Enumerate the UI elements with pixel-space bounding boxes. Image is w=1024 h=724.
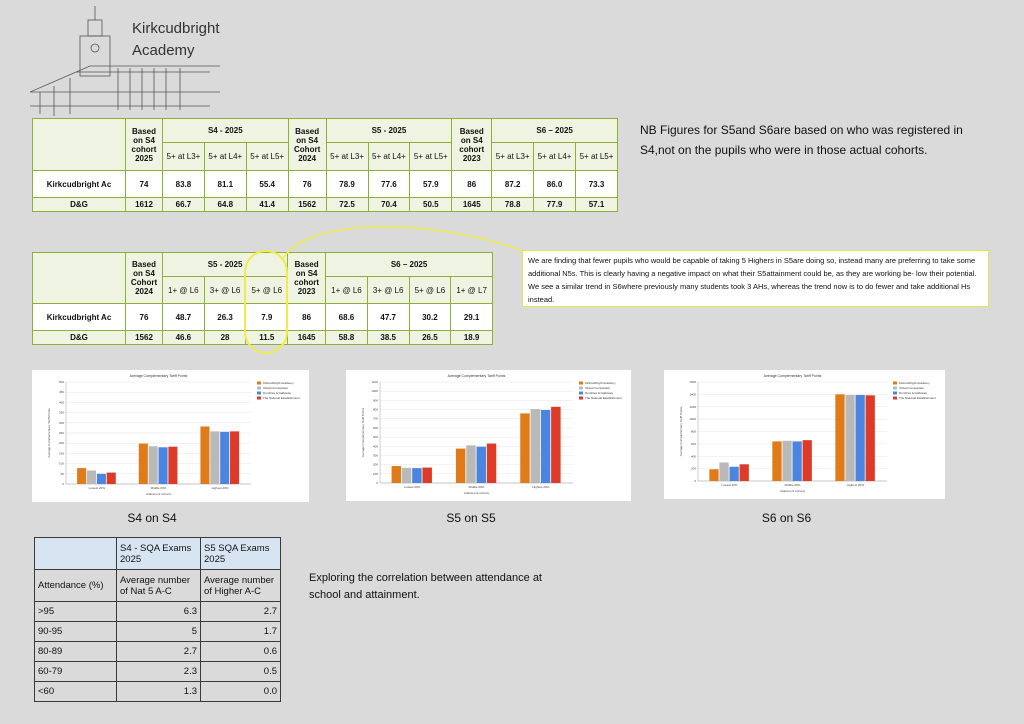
table-cell: 26.5 <box>409 331 451 345</box>
table-cell: 11.5 <box>246 331 288 345</box>
table-cell: 86.0 <box>534 171 576 198</box>
row-label: Kirkcudbright Ac <box>33 304 126 331</box>
higher-value: 1.7 <box>201 622 281 642</box>
nat5-value: 1.3 <box>117 682 201 702</box>
y-tick-label: 200 <box>372 462 378 467</box>
legend-swatch <box>257 387 261 390</box>
legend-swatch <box>579 392 583 395</box>
table-cell: 18.9 <box>451 331 493 345</box>
bar <box>803 440 812 481</box>
sub-header: 5+ at L5+ <box>246 143 288 171</box>
table-cell: 77.9 <box>534 198 576 212</box>
legend-swatch <box>893 382 897 385</box>
table-cell: 48.7 <box>163 304 205 331</box>
y-tick-label: 1000 <box>371 389 378 394</box>
bar <box>719 462 728 481</box>
bar <box>835 394 844 481</box>
legend-label: Kirkcudbright Academy <box>263 381 294 385</box>
bar <box>412 468 421 483</box>
y-tick-label: 500 <box>58 380 64 384</box>
bar <box>487 444 496 483</box>
chart-caption: S4 on S4 <box>127 511 177 525</box>
bar <box>168 447 177 484</box>
x-tick-label: Highest 20% <box>211 486 229 490</box>
table-cell: 41.4 <box>246 198 288 212</box>
y-tick-label: 400 <box>690 454 696 459</box>
chart-title: Average Complementary Tariff Points <box>763 374 822 378</box>
header-based-2023: Based on S4 cohort 2023 <box>288 253 326 304</box>
table-cell: 30.2 <box>409 304 451 331</box>
bar <box>77 468 86 484</box>
chart-caption: S5 on S5 <box>446 511 496 525</box>
sub-header: 5+ at L5+ <box>576 143 618 171</box>
y-tick-label: 400 <box>58 400 64 405</box>
sub-header: 5+ at L4+ <box>368 143 410 171</box>
y-tick-label: 100 <box>372 471 378 476</box>
bar <box>159 447 168 484</box>
legend-swatch <box>257 397 261 400</box>
corner-cell <box>33 119 126 171</box>
bar <box>97 474 106 484</box>
y-tick-label: 100 <box>58 461 64 466</box>
table-cell: 28 <box>204 331 246 345</box>
legend-swatch <box>893 392 897 395</box>
header-nat5: Average number of Nat 5 A-C <box>117 570 201 602</box>
bar <box>541 410 550 483</box>
table-cell: 78.9 <box>326 171 368 198</box>
y-tick-label: 800 <box>372 407 378 412</box>
chart-title: Average Complementary Tariff Points <box>129 374 188 378</box>
y-tick-label: 600 <box>372 425 378 430</box>
header-based-2023: Based on S4 cohort 2023 <box>452 119 492 171</box>
legend-label: The National Establishment <box>263 396 300 400</box>
bar <box>200 426 209 484</box>
chart-s5-on-s5 <box>346 370 631 501</box>
y-tick-label: 450 <box>58 390 64 395</box>
sub-header: 5+ at L4+ <box>534 143 576 171</box>
bar <box>845 395 854 481</box>
bar <box>139 444 148 484</box>
x-tick-label: Middle 60% <box>150 486 167 490</box>
bar <box>477 447 486 483</box>
sub-header: 1+ @ L6 <box>326 277 368 304</box>
table-cell: 58.8 <box>326 331 368 345</box>
sub-header: 5+ @ L6 <box>409 277 451 304</box>
x-tick-label: Lowest 20% <box>403 485 421 489</box>
y-axis-label: Average Complementary Tariff Points <box>679 406 683 457</box>
bar <box>392 466 401 483</box>
x-axis-label: Attainment cohorts <box>463 491 490 495</box>
table-cell: 72.5 <box>326 198 368 212</box>
header-attendance: Attendance (%) <box>35 570 117 602</box>
higher-value: 0.6 <box>201 642 281 662</box>
bar <box>466 445 475 483</box>
legend-label: Virtual Comparator <box>585 386 611 390</box>
legend-swatch <box>257 382 261 385</box>
legend-label: The National Establishment <box>899 396 936 400</box>
attendance-band: 80-89 <box>35 642 117 662</box>
legend-label: Dumfries & Galloway <box>899 391 928 395</box>
table-cell: 76 <box>126 304 163 331</box>
chart-s4-on-s4 <box>32 370 309 502</box>
table-cell: 76 <box>288 171 326 198</box>
table-cell: 1645 <box>452 198 492 212</box>
sub-header: 5+ at L3+ <box>326 143 368 171</box>
table-cell: 83.8 <box>163 171 205 198</box>
row-label: D&G <box>33 198 126 212</box>
table-cell: 1562 <box>126 331 163 345</box>
nat5-value: 2.3 <box>117 662 201 682</box>
bar <box>730 467 739 481</box>
higher-value: 2.7 <box>201 602 281 622</box>
attendance-band: 60-79 <box>35 662 117 682</box>
table-cell: 57.1 <box>576 198 618 212</box>
sub-header: 5+ @ L6 <box>246 277 288 304</box>
bar <box>772 441 781 481</box>
y-tick-label: 1400 <box>689 392 696 397</box>
sub-header: 5+ at L3+ <box>163 143 205 171</box>
table-cell: 38.5 <box>367 331 409 345</box>
school-name-line1: Kirkcudbright <box>132 20 220 37</box>
y-tick-label: 350 <box>58 410 64 415</box>
sub-header: 5+ at L4+ <box>204 143 246 171</box>
table-cell: 1562 <box>288 198 326 212</box>
legend-label: Kirkcudbright Academy <box>585 381 616 385</box>
table-cell: 57.9 <box>410 171 452 198</box>
higher-value: 0.0 <box>201 682 281 702</box>
sub-header: 1+ @ L6 <box>163 277 205 304</box>
y-tick-label: 1200 <box>689 404 696 409</box>
school-name-line2: Academy <box>132 42 195 59</box>
x-tick-label: Middle 60% <box>468 485 485 489</box>
x-tick-label: Highest 20% <box>532 485 550 489</box>
header-based-2024: Based on S4 Cohort 2024 <box>288 119 326 171</box>
header-based-2025: Based on S4 cohort 2025 <box>126 119 163 171</box>
attendance-table-wrap <box>34 537 281 702</box>
highlight-ellipse <box>244 250 288 354</box>
bar <box>709 469 718 481</box>
attendance-table <box>34 537 281 702</box>
bar <box>740 464 749 481</box>
table-cell: 47.7 <box>367 304 409 331</box>
x-tick-label: Lowest 20% <box>721 483 738 487</box>
highers-note-box: We are finding that fewer pupils who would be capable of taking 5 Highers in S5are doing so, instead many are preferring to take some additional N5s. This is clearly having a negative impact on what their S5attainment could be, as they are working be- low their potential. We see a similar trend in S6where previously many students took 3 AHs, whereas the trend now is to do fewer and take additional Hs instead. <box>522 250 989 307</box>
sub-header: 3+ @ L6 <box>367 277 409 304</box>
chart-title: Average Complementary Tariff Points <box>447 374 506 378</box>
y-tick-label: 800 <box>690 429 696 434</box>
table-cell: 1645 <box>288 331 326 345</box>
header-s4-2025: S4 - 2025 <box>163 119 289 143</box>
sub-header: 5+ at L3+ <box>492 143 534 171</box>
table-cell: 77.6 <box>368 171 410 198</box>
table-cell: 78.8 <box>492 198 534 212</box>
table-cell: 86 <box>288 304 326 331</box>
header-higher: Average number of Higher A-C <box>201 570 281 602</box>
y-axis-label: Average Complementary Tariff Points <box>47 408 51 458</box>
legend-swatch <box>579 387 583 390</box>
bar <box>402 468 411 483</box>
legend-label: Virtual Comparator <box>263 386 289 390</box>
table-cell: 46.6 <box>163 331 205 345</box>
bar <box>531 409 540 483</box>
attendance-note: Exploring the correlation between attendance at school and attainment. <box>309 572 542 601</box>
header-s4-exams: S4 - SQA Exams 2025 <box>117 538 201 570</box>
bar <box>87 471 96 484</box>
bar <box>422 468 431 483</box>
sub-header: 3+ @ L6 <box>204 277 246 304</box>
header-s5-2025: S5 - 2025 <box>163 253 288 277</box>
bar <box>520 413 529 483</box>
y-tick-label: 0 <box>376 481 378 485</box>
nat5-value: 6.3 <box>117 602 201 622</box>
row-label: D&G <box>33 331 126 345</box>
bar <box>793 441 802 481</box>
y-tick-label: 700 <box>372 416 378 421</box>
legend-swatch <box>579 382 583 385</box>
table-cell: 50.5 <box>410 198 452 212</box>
table-cell: 1612 <box>126 198 163 212</box>
bar <box>551 407 560 483</box>
table-cell: 73.3 <box>576 171 618 198</box>
table-cell: 55.4 <box>246 171 288 198</box>
table-cell: 64.8 <box>204 198 246 212</box>
corner-cell <box>33 253 126 304</box>
y-tick-label: 1600 <box>689 380 696 384</box>
y-tick-label: 200 <box>690 466 696 471</box>
bar <box>210 431 219 484</box>
table-cell: 81.1 <box>204 171 246 198</box>
nb-note: NB Figures for S5and S6are based on who was registered in S4,not on the pupils who were in those actual cohorts. <box>640 123 963 157</box>
table-cell: 86 <box>452 171 492 198</box>
row-label: Kirkcudbright Ac <box>33 171 126 198</box>
x-tick-label: Lowest 20% <box>88 486 106 490</box>
bar <box>230 431 239 484</box>
header-s6-2025: S6 – 2025 <box>326 253 493 277</box>
bar <box>456 449 465 483</box>
y-tick-label: 900 <box>372 398 378 403</box>
y-axis-label: Average Complementary Tariff Points <box>361 407 365 458</box>
chart-s6-on-s6 <box>664 370 945 499</box>
table-cell: 7.9 <box>246 304 288 331</box>
attendance-band: 90-95 <box>35 622 117 642</box>
x-tick-label: Middle 60% <box>784 483 801 487</box>
y-tick-label: 0 <box>62 482 64 486</box>
legend-label: Dumfries & Galloway <box>263 391 292 395</box>
table-cell: 74 <box>126 171 163 198</box>
table-cell: 26.3 <box>204 304 246 331</box>
bar <box>782 441 791 481</box>
x-axis-label: Attainment cohorts <box>779 489 806 493</box>
school-name <box>132 18 220 62</box>
legend-swatch <box>257 392 261 395</box>
y-tick-label: 300 <box>372 453 378 458</box>
table-cell: 87.2 <box>492 171 534 198</box>
attendance-band: >95 <box>35 602 117 622</box>
table-cell: 70.4 <box>368 198 410 212</box>
header-s5-exams: S5 SQA Exams 2025 <box>201 538 281 570</box>
y-tick-label: 200 <box>58 441 64 446</box>
attendance-band: <60 <box>35 682 117 702</box>
y-tick-label: 250 <box>58 431 64 435</box>
header-s6-2025: S6 – 2025 <box>492 119 618 143</box>
bar <box>856 395 865 481</box>
legend-swatch <box>893 387 897 390</box>
legend-label: Kirkcudbright Academy <box>899 381 930 385</box>
legend-swatch <box>579 397 583 400</box>
y-tick-label: 300 <box>58 420 64 425</box>
table-cell: 29.1 <box>451 304 493 331</box>
y-tick-label: 1100 <box>371 380 378 384</box>
corner-cell <box>35 538 117 570</box>
legend-label: The National Establishment <box>585 396 622 400</box>
bar <box>220 432 229 484</box>
y-tick-label: 0 <box>694 479 696 483</box>
cohort-attainment-table <box>32 118 618 212</box>
y-tick-label: 1000 <box>689 417 696 422</box>
header-s5-2025: S5 - 2025 <box>326 119 452 143</box>
bar <box>107 473 116 484</box>
sub-header: 5+ at L5+ <box>410 143 452 171</box>
y-tick-label: 50 <box>60 471 64 476</box>
table-cell: 66.7 <box>163 198 205 212</box>
nat5-value: 5 <box>117 622 201 642</box>
bar <box>149 446 158 484</box>
y-tick-label: 400 <box>372 444 378 449</box>
x-tick-label: Highest 20% <box>846 483 865 487</box>
legend-label: Dumfries & Galloway <box>585 391 614 395</box>
higher-value: 0.5 <box>201 662 281 682</box>
y-tick-label: 150 <box>58 451 64 456</box>
y-tick-label: 500 <box>372 435 378 440</box>
chart-caption: S6 on S6 <box>761 511 812 525</box>
table-cell: 68.6 <box>326 304 368 331</box>
bar <box>866 395 875 481</box>
legend-label: Virtual Comparator <box>899 386 925 390</box>
legend-swatch <box>893 397 897 400</box>
x-axis-label: Attainment cohorts <box>145 492 172 496</box>
sub-header: 1+ @ L7 <box>451 277 493 304</box>
y-tick-label: 600 <box>690 441 696 446</box>
header-based-2024: Based on S4 Cohort 2024 <box>126 253 163 304</box>
nat5-value: 2.7 <box>117 642 201 662</box>
